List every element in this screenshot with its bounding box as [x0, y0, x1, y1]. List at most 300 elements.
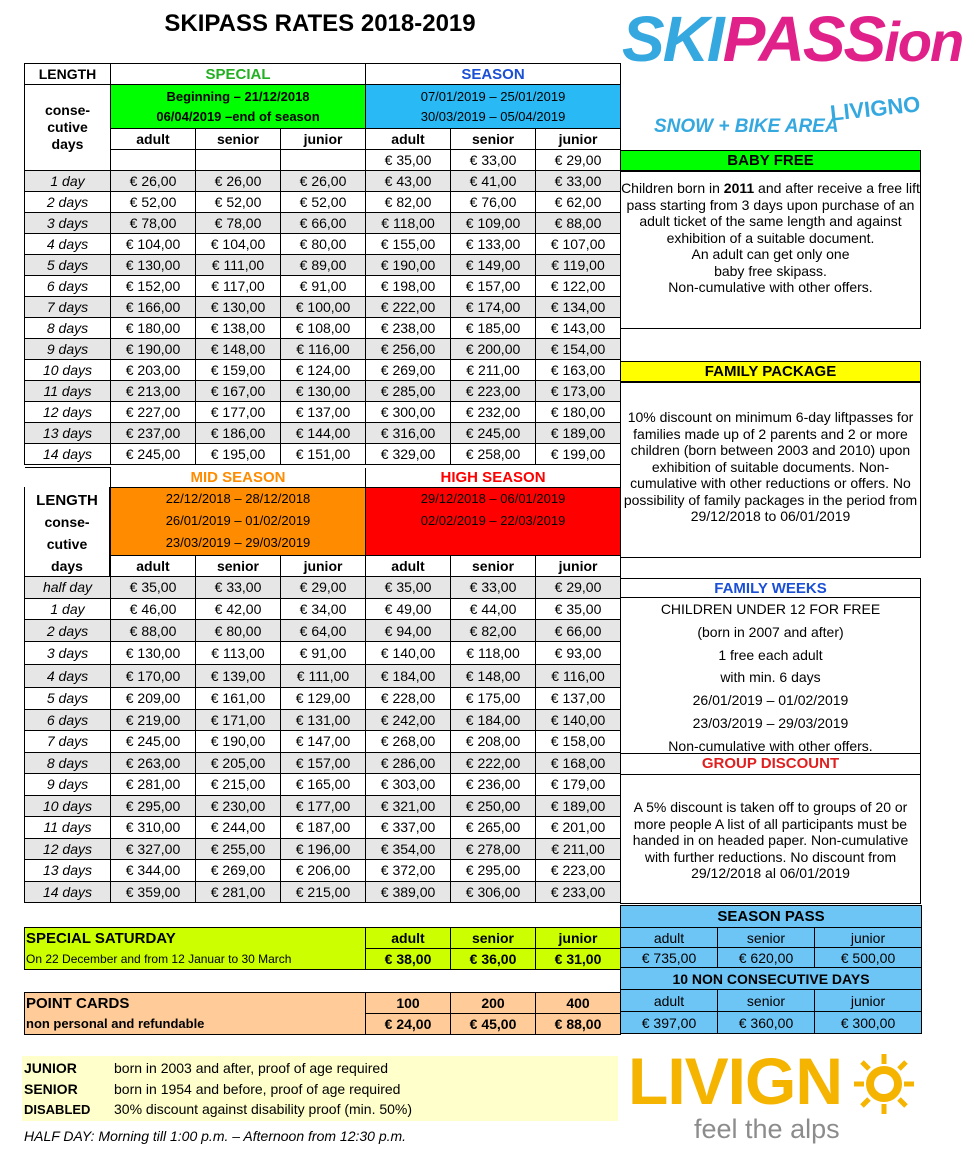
- row-label: 13 days: [25, 860, 111, 882]
- special-saturday-title: SPECIAL SATURDAY: [25, 928, 366, 949]
- price-cell: € 215,00: [281, 881, 366, 903]
- group-discount-text: A 5% discount is taken off to groups of 20 or more people A list of all participants must be handed in on headed paper. Non-cumulative with further reductions. No discount from 29/12/2018 al 06/01/2019: [620, 775, 921, 904]
- price-cell: € 104,00: [111, 234, 196, 255]
- price-cell: € 151,00: [281, 444, 366, 465]
- rates-table-special-season: [24, 63, 621, 465]
- page-title: SKIPASS RATES 2018-2019: [164, 10, 476, 37]
- price-cell: € 237,00: [111, 423, 196, 444]
- season-pass-table: [620, 905, 922, 1034]
- price-cell: € 201,00: [536, 817, 621, 839]
- price-cell: € 222,00: [366, 297, 451, 318]
- row-label: 14 days: [25, 444, 111, 465]
- price-cell: € 242,00: [366, 709, 451, 731]
- row-label: 3 days: [25, 642, 111, 665]
- table-row: [25, 444, 621, 465]
- price-cell: € 130,00: [111, 255, 196, 276]
- row-label: 9 days: [25, 774, 111, 796]
- table-row: [25, 731, 621, 753]
- price-cell: € 78,00: [111, 213, 196, 234]
- price-cell: € 233,00: [536, 881, 621, 903]
- legend-senior-key: SENIOR: [24, 1080, 78, 1097]
- season-pass-col-senior: senior: [718, 928, 815, 948]
- price-cell: € 34,00: [281, 598, 366, 620]
- price-cell: € 168,00: [536, 752, 621, 774]
- length-label-2: LENGTH conse- cutive days: [24, 487, 110, 577]
- price-cell: € 329,00: [366, 444, 451, 465]
- price-cell: € 131,00: [281, 709, 366, 731]
- price-cell: € 129,00: [281, 688, 366, 710]
- non-consec-col-senior: senior: [718, 990, 815, 1012]
- price-cell: € 26,00: [111, 171, 196, 192]
- price-cell: € 175,00: [451, 688, 536, 710]
- table-row: [25, 255, 621, 276]
- price-cell: € 122,00: [536, 276, 621, 297]
- price-cell: € 189,00: [536, 423, 621, 444]
- price-cell: € 93,00: [536, 642, 621, 665]
- price-cell: € 148,00: [196, 339, 281, 360]
- price-cell: € 199,00: [536, 444, 621, 465]
- price-cell: € 148,00: [451, 665, 536, 688]
- points-col-100: 100: [366, 993, 451, 1014]
- row-label: 12 days: [25, 838, 111, 860]
- price-cell: € 88,00: [536, 213, 621, 234]
- price-cell: € 52,00: [196, 192, 281, 213]
- price-cell: € 269,00: [366, 360, 451, 381]
- price-cell: € 130,00: [281, 381, 366, 402]
- price-cell: € 33,00: [536, 171, 621, 192]
- price-cell: € 94,00: [366, 620, 451, 642]
- price-cell: € 286,00: [366, 752, 451, 774]
- mid-season-header: MID SEASON: [111, 468, 366, 488]
- price-cell: € 117,00: [196, 276, 281, 297]
- row-label: 11 days: [25, 817, 111, 839]
- price-cell: € 285,00: [366, 381, 451, 402]
- col-header: adult: [111, 129, 196, 150]
- price-cell: € 211,00: [451, 360, 536, 381]
- price-cell: € 149,00: [451, 255, 536, 276]
- price-cell: € 245,00: [111, 731, 196, 753]
- col-header: junior: [536, 556, 621, 577]
- row-label: 8 days: [25, 752, 111, 774]
- row-label: 3 days: [25, 213, 111, 234]
- half-day-note: HALF DAY: Morning till 1:00 p.m. – Afternoon from 12:30 p.m.: [24, 1128, 407, 1144]
- baby-free-header: BABY FREE: [620, 150, 921, 171]
- price-cell: € 389,00: [366, 881, 451, 903]
- price-cell: € 208,00: [451, 731, 536, 753]
- price-cell: € 310,00: [111, 817, 196, 839]
- legend-box: [22, 1056, 618, 1121]
- points-100-price: € 24,00: [366, 1014, 451, 1035]
- col-header: junior: [536, 129, 621, 150]
- price-cell: € 144,00: [281, 423, 366, 444]
- table-row: [25, 817, 621, 839]
- price-cell: € 76,00: [451, 192, 536, 213]
- price-cell: € 190,00: [366, 255, 451, 276]
- price-cell: € 213,00: [111, 381, 196, 402]
- row-label: 13 days: [25, 423, 111, 444]
- row-label: 10 days: [25, 360, 111, 381]
- row-label: 1 day: [25, 598, 111, 620]
- price-cell: € 108,00: [281, 318, 366, 339]
- col-header: adult: [111, 556, 196, 577]
- price-cell: € 223,00: [536, 860, 621, 882]
- table-row: [25, 774, 621, 796]
- season-pass-adult-price: € 735,00: [621, 948, 718, 968]
- table-row: [25, 318, 621, 339]
- price-cell: € 186,00: [196, 423, 281, 444]
- price-cell: € 107,00: [536, 234, 621, 255]
- table-row: [25, 339, 621, 360]
- price-cell: € 64,00: [281, 620, 366, 642]
- price-cell: € 155,00: [366, 234, 451, 255]
- season-pass-junior-price: € 500,00: [815, 948, 922, 968]
- legend-junior-key: JUNIOR: [24, 1060, 77, 1076]
- price-cell: € 295,00: [111, 795, 196, 817]
- col-header: senior: [451, 129, 536, 150]
- row-label: 6 days: [25, 276, 111, 297]
- saturday-col-adult: adult: [366, 928, 451, 949]
- price-cell: € 278,00: [451, 838, 536, 860]
- season-pass-senior-price: € 620,00: [718, 948, 815, 968]
- table-row: [25, 752, 621, 774]
- family-package-text: 10% discount on minimum 6-day liftpasses for families made up of 2 parents and 2 or more children (born between 2003 and 2010) upon exhibition of suitable documents. Non-cumulative with other reductions or offers. No possibility of family packages in the period from 29/12/2018 to 06/01/2019: [620, 382, 921, 558]
- price-cell: € 116,00: [536, 665, 621, 688]
- non-consecutive-header: 10 NON CONSECUTIVE DAYS: [621, 968, 922, 990]
- price-cell: € 200,00: [451, 339, 536, 360]
- price-cell: € 42,00: [196, 598, 281, 620]
- price-cell: € 157,00: [451, 276, 536, 297]
- row-label: 4 days: [25, 665, 111, 688]
- price-cell: € 43,00: [366, 171, 451, 192]
- col-header: adult: [366, 129, 451, 150]
- price-cell: € 100,00: [281, 297, 366, 318]
- price-cell: € 152,00: [111, 276, 196, 297]
- price-cell: € 134,00: [536, 297, 621, 318]
- table-row: [25, 665, 621, 688]
- row-label: 4 days: [25, 234, 111, 255]
- row-label: 12 days: [25, 402, 111, 423]
- price-cell: € 174,00: [451, 297, 536, 318]
- price-cell: € 66,00: [281, 213, 366, 234]
- saturday-adult-price: € 38,00: [366, 949, 451, 970]
- price-cell: € 89,00: [281, 255, 366, 276]
- price-cell: € 147,00: [281, 731, 366, 753]
- price-cell: € 177,00: [281, 795, 366, 817]
- price-cell: € 173,00: [536, 381, 621, 402]
- points-200-price: € 45,00: [451, 1014, 536, 1035]
- price-cell: € 187,00: [281, 817, 366, 839]
- length-header: LENGTH: [25, 64, 111, 85]
- table-row: [25, 297, 621, 318]
- price-cell: € 29,00: [536, 150, 621, 171]
- price-cell: € 321,00: [366, 795, 451, 817]
- season-pass-col-adult: adult: [621, 928, 718, 948]
- price-cell: € 223,00: [451, 381, 536, 402]
- price-cell: € 180,00: [536, 402, 621, 423]
- price-cell: € 29,00: [281, 577, 366, 599]
- price-cell: € 35,00: [536, 598, 621, 620]
- price-cell: € 154,00: [536, 339, 621, 360]
- row-label: 10 days: [25, 795, 111, 817]
- price-cell: € 62,00: [536, 192, 621, 213]
- season-dates: 07/01/2019 – 25/01/2019 30/03/2019 – 05/04/2019: [366, 85, 621, 129]
- price-cell: € 33,00: [451, 150, 536, 171]
- price-cell: € 303,00: [366, 774, 451, 796]
- price-cell: € 130,00: [111, 642, 196, 665]
- price-cell: € 171,00: [196, 709, 281, 731]
- high-season-dates: 29/12/2018 – 06/01/2019 02/02/2019 – 22/03/2019: [366, 488, 621, 556]
- table-row: [25, 709, 621, 731]
- saturday-col-senior: senior: [451, 928, 536, 949]
- price-cell: € 179,00: [536, 774, 621, 796]
- price-cell: € 80,00: [281, 234, 366, 255]
- price-cell: € 82,00: [366, 192, 451, 213]
- price-cell: € 116,00: [281, 339, 366, 360]
- price-cell: € 269,00: [196, 860, 281, 882]
- price-cell: € 190,00: [111, 339, 196, 360]
- row-label: 7 days: [25, 731, 111, 753]
- price-cell: € 344,00: [111, 860, 196, 882]
- col-header: junior: [281, 129, 366, 150]
- non-consec-adult-price: € 397,00: [621, 1012, 718, 1034]
- price-cell: € 130,00: [196, 297, 281, 318]
- table-row: [25, 276, 621, 297]
- price-cell: € 138,00: [196, 318, 281, 339]
- price-cell: € 26,00: [281, 171, 366, 192]
- points-400-price: € 88,00: [536, 1014, 621, 1035]
- high-season-header: HIGH SEASON: [366, 468, 621, 488]
- price-cell: € 184,00: [451, 709, 536, 731]
- point-cards-title: POINT CARDS: [25, 993, 366, 1014]
- table-row: [25, 795, 621, 817]
- price-cell: € 143,00: [536, 318, 621, 339]
- table-row: [25, 838, 621, 860]
- price-cell: € 185,00: [451, 318, 536, 339]
- price-cell: € 258,00: [451, 444, 536, 465]
- row-label: 11 days: [25, 381, 111, 402]
- price-cell: € 140,00: [536, 709, 621, 731]
- price-cell: € 161,00: [196, 688, 281, 710]
- row-label: 9 days: [25, 339, 111, 360]
- table-row: [25, 171, 621, 192]
- point-cards-subtitle: non personal and refundable: [25, 1014, 366, 1035]
- price-cell: € 190,00: [196, 731, 281, 753]
- price-cell: € 227,00: [111, 402, 196, 423]
- price-cell: € 170,00: [111, 665, 196, 688]
- price-cell: € 104,00: [196, 234, 281, 255]
- price-cell: € 44,00: [451, 598, 536, 620]
- price-cell: € 189,00: [536, 795, 621, 817]
- price-cell: € 119,00: [536, 255, 621, 276]
- table-row: [25, 620, 621, 642]
- col-header: senior: [196, 129, 281, 150]
- sun-icon: [852, 1052, 916, 1116]
- season-pass-col-junior: junior: [815, 928, 922, 948]
- skipass-logo: SKIPASSion SNOW + BIKE AREA LIVIGNO: [622, 3, 962, 137]
- price-cell: € 295,00: [451, 860, 536, 882]
- consecutive-days-label: conse- cutive days: [25, 85, 111, 171]
- price-cell: € 66,00: [536, 620, 621, 642]
- price-cell: € 137,00: [281, 402, 366, 423]
- price-cell: € 281,00: [196, 881, 281, 903]
- price-cell: € 35,00: [366, 150, 451, 171]
- price-cell: € 118,00: [366, 213, 451, 234]
- row-label: 8 days: [25, 318, 111, 339]
- price-cell: € 196,00: [281, 838, 366, 860]
- saturday-junior-price: € 31,00: [536, 949, 621, 970]
- special-dates: Beginning – 21/12/2018 06/04/2019 –end of season: [111, 85, 366, 129]
- price-cell: € 35,00: [111, 577, 196, 599]
- row-label: 14 days: [25, 881, 111, 903]
- price-cell: € 26,00: [196, 171, 281, 192]
- price-cell: € 211,00: [536, 838, 621, 860]
- price-cell: € 88,00: [111, 620, 196, 642]
- row-label: 2 days: [25, 192, 111, 213]
- price-cell: € 372,00: [366, 860, 451, 882]
- price-cell: € 139,00: [196, 665, 281, 688]
- price-cell: € 265,00: [451, 817, 536, 839]
- price-cell: € 166,00: [111, 297, 196, 318]
- saturday-col-junior: junior: [536, 928, 621, 949]
- price-cell: € 29,00: [536, 577, 621, 599]
- table-row: [25, 234, 621, 255]
- price-cell: € 184,00: [366, 665, 451, 688]
- price-cell: € 180,00: [111, 318, 196, 339]
- legend-disabled-key: DISABLED: [24, 1102, 91, 1117]
- price-cell: € 206,00: [281, 860, 366, 882]
- price-cell: € 316,00: [366, 423, 451, 444]
- price-cell: € 91,00: [281, 642, 366, 665]
- price-cell: € 250,00: [451, 795, 536, 817]
- price-cell: € 158,00: [536, 731, 621, 753]
- price-cell: € 300,00: [366, 402, 451, 423]
- price-cell: € 359,00: [111, 881, 196, 903]
- price-cell: € 354,00: [366, 838, 451, 860]
- non-consec-junior-price: € 300,00: [815, 1012, 922, 1034]
- table-row: [25, 881, 621, 903]
- price-cell: € 222,00: [451, 752, 536, 774]
- price-cell: € 215,00: [196, 774, 281, 796]
- price-cell: € 140,00: [366, 642, 451, 665]
- table-row: [25, 423, 621, 444]
- price-cell: € 157,00: [281, 752, 366, 774]
- row-label: 1 day: [25, 171, 111, 192]
- price-cell: € 80,00: [196, 620, 281, 642]
- price-cell: € 306,00: [451, 881, 536, 903]
- price-cell: [281, 150, 366, 171]
- mid-season-dates: 22/12/2018 – 28/12/2018 26/01/2019 – 01/02/2019 23/03/2019 – 29/03/2019: [111, 488, 366, 556]
- price-cell: € 245,00: [111, 444, 196, 465]
- family-weeks-header: FAMILY WEEKS: [620, 578, 921, 598]
- price-cell: € 165,00: [281, 774, 366, 796]
- points-col-200: 200: [451, 993, 536, 1014]
- price-cell: € 337,00: [366, 817, 451, 839]
- price-cell: € 205,00: [196, 752, 281, 774]
- price-cell: € 230,00: [196, 795, 281, 817]
- col-header: adult: [366, 556, 451, 577]
- price-cell: € 137,00: [536, 688, 621, 710]
- price-cell: € 82,00: [451, 620, 536, 642]
- price-cell: € 35,00: [366, 577, 451, 599]
- price-cell: € 203,00: [111, 360, 196, 381]
- price-cell: € 46,00: [111, 598, 196, 620]
- price-cell: € 167,00: [196, 381, 281, 402]
- row-label: 7 days: [25, 297, 111, 318]
- family-package-header: FAMILY PACKAGE: [620, 361, 921, 382]
- price-cell: € 263,00: [111, 752, 196, 774]
- row-label: 5 days: [25, 688, 111, 710]
- price-cell: € 124,00: [281, 360, 366, 381]
- price-cell: € 159,00: [196, 360, 281, 381]
- price-cell: € 33,00: [451, 577, 536, 599]
- price-cell: € 238,00: [366, 318, 451, 339]
- price-cell: € 198,00: [366, 276, 451, 297]
- non-consec-senior-price: € 360,00: [718, 1012, 815, 1034]
- price-cell: € 91,00: [281, 276, 366, 297]
- price-cell: € 111,00: [196, 255, 281, 276]
- price-cell: € 177,00: [196, 402, 281, 423]
- table-row: [25, 213, 621, 234]
- price-cell: € 163,00: [536, 360, 621, 381]
- price-cell: € 33,00: [196, 577, 281, 599]
- table-row: [25, 402, 621, 423]
- legend-disabled-text: 30% discount against disability proof (min. 50%): [114, 1101, 413, 1117]
- non-consec-col-junior: junior: [815, 990, 922, 1012]
- table-row: [25, 688, 621, 710]
- price-cell: € 118,00: [451, 642, 536, 665]
- points-col-400: 400: [536, 993, 621, 1014]
- table-row: [25, 360, 621, 381]
- season-header: SEASON: [366, 64, 621, 85]
- legend-junior-text: born in 2003 and after, proof of age required: [114, 1060, 388, 1076]
- row-label: 2 days: [25, 620, 111, 642]
- livigno-logo: LIVIGN feel the alps: [628, 1046, 918, 1156]
- price-cell: € 195,00: [196, 444, 281, 465]
- price-cell: € 281,00: [111, 774, 196, 796]
- price-cell: € 52,00: [281, 192, 366, 213]
- price-cell: € 209,00: [111, 688, 196, 710]
- price-cell: € 256,00: [366, 339, 451, 360]
- legend-senior-text: born in 1954 and before, proof of age required: [114, 1080, 401, 1097]
- saturday-senior-price: € 36,00: [451, 949, 536, 970]
- col-header: senior: [451, 556, 536, 577]
- price-cell: € 219,00: [111, 709, 196, 731]
- table-row: [25, 192, 621, 213]
- price-cell: € 133,00: [451, 234, 536, 255]
- col-header: senior: [196, 556, 281, 577]
- baby-free-text: Children born in 2011 and after receive a free lift pass starting from 3 days upon purchase of an adult ticket of the same length and against exhibition of a suitable document. An adult can get only one baby free skipass. Non-cumulative with other offers.: [620, 171, 921, 329]
- table-row: [25, 598, 621, 620]
- special-saturday-table: [24, 927, 621, 970]
- row-label: 6 days: [25, 709, 111, 731]
- row-label: 5 days: [25, 255, 111, 276]
- table-row: [25, 381, 621, 402]
- season-pass-header: SEASON PASS: [621, 906, 922, 928]
- price-cell: [196, 150, 281, 171]
- table-row: [25, 642, 621, 665]
- table-row: [25, 577, 621, 599]
- price-cell: € 268,00: [366, 731, 451, 753]
- row-label: half day: [25, 577, 111, 599]
- price-cell: € 245,00: [451, 423, 536, 444]
- price-cell: € 232,00: [451, 402, 536, 423]
- point-cards-table: [24, 992, 621, 1035]
- price-cell: € 109,00: [451, 213, 536, 234]
- price-cell: € 78,00: [196, 213, 281, 234]
- special-saturday-subtitle: On 22 December and from 12 Januar to 30 March: [25, 949, 366, 970]
- group-discount-header: GROUP DISCOUNT: [620, 754, 921, 775]
- price-cell: € 49,00: [366, 598, 451, 620]
